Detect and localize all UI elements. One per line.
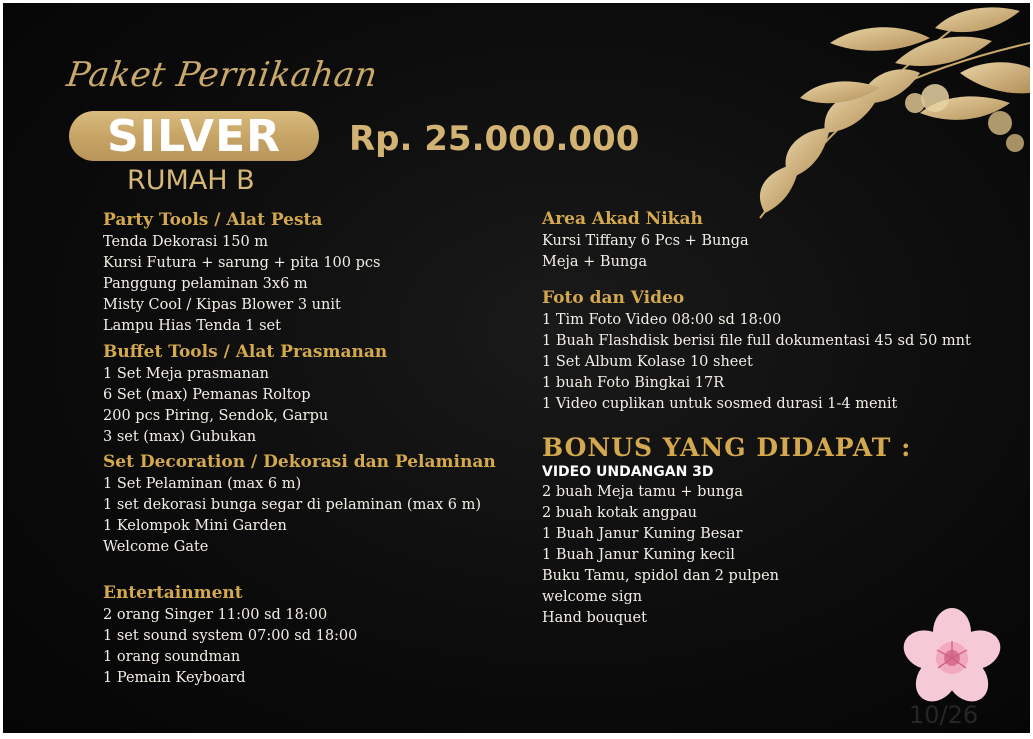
list-item: 1 Set Meja prasmanan — [103, 366, 269, 382]
item-list — [103, 232, 380, 337]
list-item: Tenda Dekorasi 150 m — [103, 234, 269, 250]
list-item: 1 Buah Janur Kuning Besar — [542, 526, 743, 542]
list-item: 1 Set Album Kolase 10 sheet — [542, 354, 753, 370]
section-bonus — [542, 433, 911, 629]
item-list — [103, 605, 357, 689]
list-item: Meja + Bunga — [542, 254, 648, 270]
list-item: 1 Kelompok Mini Garden — [103, 518, 287, 534]
list-item: 1 Buah Janur Kuning kecil — [542, 547, 735, 563]
list-item: 6 Set (max) Pemanas Roltop — [103, 387, 311, 403]
section-title: Buffet Tools / Alat Prasmanan — [103, 342, 388, 362]
list-item: 1 buah Foto Bingkai 17R — [542, 375, 725, 391]
section-title: Party Tools / Alat Pesta — [103, 210, 323, 230]
list-item: 2 buah Meja tamu + bunga — [542, 484, 744, 500]
list-item: 1 Set Pelaminan (max 6 m) — [103, 476, 302, 492]
price-list-card — [3, 3, 1030, 733]
section-title: Area Akad Nikah — [542, 209, 703, 229]
list-item: Buku Tamu, spidol dan 2 pulpen — [542, 568, 780, 584]
list-item: 1 orang soundman — [103, 649, 241, 665]
section-title: Entertainment — [103, 583, 243, 603]
section-buffet-tools — [103, 342, 387, 448]
list-item: Lampu Hias Tenda 1 set — [103, 318, 281, 334]
list-item: Kursi Tiffany 6 Pcs + Bunga — [542, 233, 749, 249]
section-set-decoration — [103, 452, 496, 558]
section-title: Set Decoration / Dekorasi dan Pelaminan — [103, 452, 496, 472]
item-list — [542, 310, 971, 415]
list-item: 3 set (max) Gubukan — [103, 429, 257, 445]
item-list — [542, 231, 749, 273]
list-item: Welcome Gate — [103, 539, 209, 555]
golden-leaves-decoration — [730, 3, 1030, 233]
section-party-tools — [103, 210, 380, 337]
venue-subtitle: RUMAH B — [127, 165, 255, 196]
list-item: welcome sign — [542, 589, 643, 605]
list-item: 1 set sound system 07:00 sd 18:00 — [103, 628, 358, 644]
list-item: Misty Cool / Kipas Blower 3 unit — [103, 297, 341, 313]
pink-flower-icon — [901, 607, 1003, 709]
item-list — [103, 474, 496, 558]
item-list — [542, 482, 911, 629]
list-item: Kursi Futura + sarung + pita 100 pcs — [103, 255, 381, 271]
section-title: Foto dan Video — [542, 288, 685, 308]
section-entertainment — [103, 583, 357, 689]
list-item: 1 set dekorasi bunga segar di pelaminan (max 6 m) — [103, 497, 481, 513]
list-item: 2 orang Singer 11:00 sd 18:00 — [103, 607, 328, 623]
package-badge — [69, 111, 319, 161]
section-akad-nikah — [542, 209, 749, 273]
script-title: Paket Pernikahan — [64, 55, 381, 95]
package-name: SILVER — [106, 110, 282, 162]
bonus-subtitle: VIDEO UNDANGAN 3D — [542, 464, 714, 480]
list-item: Hand bouquet — [542, 610, 647, 626]
list-item: Panggung pelaminan 3x6 m — [103, 276, 308, 292]
item-list — [103, 364, 387, 448]
package-price: Rp. 25.000.000 — [349, 119, 640, 159]
list-item: 1 Video cuplikan untuk sosmed durasi 1-4 menit — [542, 396, 898, 412]
page-indicator: 10/26 — [909, 701, 979, 729]
list-item: 200 pcs Piring, Sendok, Garpu — [103, 408, 329, 424]
list-item: 1 Pemain Keyboard — [103, 670, 246, 686]
list-item: 2 buah kotak angpau — [542, 505, 697, 521]
list-item: 1 Buah Flashdisk berisi file full dokumentasi 45 sd 50 mnt — [542, 333, 971, 349]
section-foto-video — [542, 288, 971, 415]
bonus-title: BONUS YANG DIDAPAT : — [542, 433, 912, 462]
list-item: 1 Tim Foto Video 08:00 sd 18:00 — [542, 312, 782, 328]
